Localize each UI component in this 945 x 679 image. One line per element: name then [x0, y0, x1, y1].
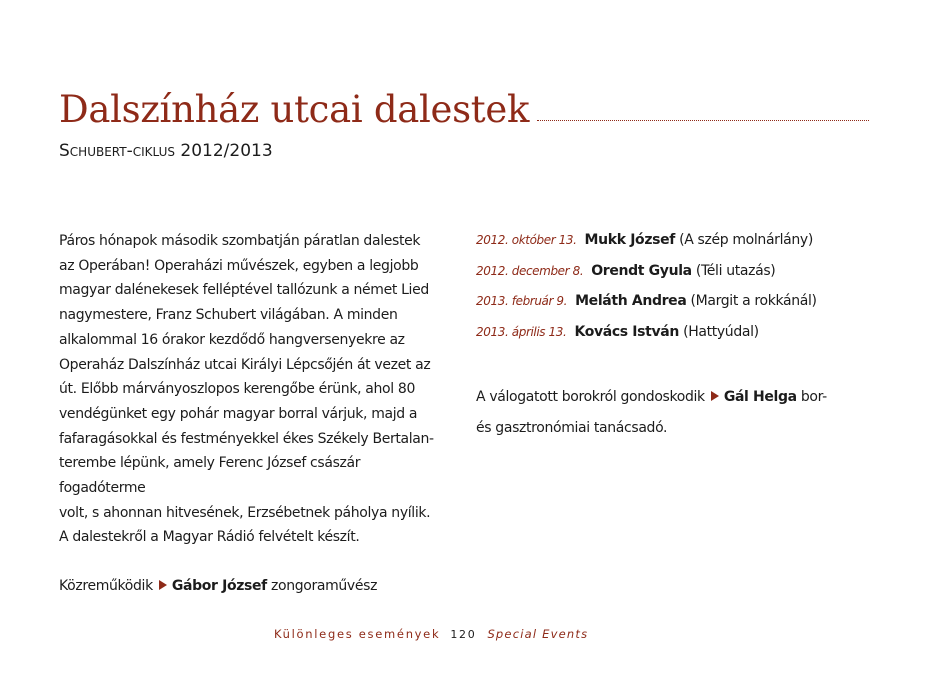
title-dotted-leader	[537, 120, 869, 121]
concert-date: 2013. április 13.	[476, 324, 567, 339]
concert-item	[476, 321, 876, 352]
wine-prefix: A válogatott borokról gondoskodik	[476, 389, 705, 406]
footer-section-hu: Különleges események	[274, 627, 441, 641]
concert-program: (Hattyúdal)	[683, 323, 759, 340]
arrow-right-icon	[159, 580, 167, 590]
concert-performer: Orendt Gyula	[591, 262, 692, 279]
arrow-right-icon	[711, 391, 719, 401]
concert-program: (Margit a rokkánál)	[690, 293, 817, 310]
concert-date: 2012. október 13.	[476, 233, 577, 247]
wine-suffix: bor- és gasztronómiai tanácsadó.	[476, 389, 827, 437]
concert-performer: Mukk József	[584, 232, 675, 248]
description-text: Páros hónapok második szombatján páratlan dalestek az Operában! Operaházi művészek, egyben a legjobb magyar dalénekesek felléptével tallózunk a német Lied nagymestere, Franz Schubert világában. A minden alkalommal 16 órakor kezdődő hangversenyekre az Operaház Dalszínház utcai Királyi Lépcsőjén át vezet az út. Előbb márványoszlopos kerengőbe érünk, ahol 80 vendégünket egy pohár magyar borral várjuk, majd a fafaragásokkal és festményekkel ékes Székely Bertalan- terembe lépünk, amely Ferenc József császár fogadóterme volt, s ahonnan hitvesének, Erzsébetnek páholya nyílik. A dalestekről a Magyar Rádió felvételt készít.	[59, 233, 434, 546]
description-column	[59, 229, 449, 599]
page-title: Dalszínház utcai dalestek	[59, 88, 530, 131]
concert-item	[476, 290, 876, 321]
page-subtitle: Schubert-ciklus 2012/2013	[59, 141, 273, 161]
schedule-column	[476, 229, 876, 444]
concert-performer: Meláth Andrea	[575, 293, 687, 310]
credit-line	[59, 574, 449, 599]
concert-date: 2012. december 8.	[476, 263, 584, 278]
title-row	[59, 78, 869, 131]
credit-label: Közreműködik	[59, 578, 153, 595]
wine-note	[476, 382, 876, 444]
footer-section-en: Special Events	[487, 627, 589, 641]
page-footer	[274, 627, 588, 641]
concert-item	[476, 229, 876, 260]
concert-program: (A szép molnárlány)	[679, 232, 813, 248]
concert-performer: Kovács István	[574, 323, 679, 340]
credit-role: zongoraművész	[271, 578, 378, 595]
page-number: 120	[450, 628, 477, 641]
concert-program: (Téli utazás)	[695, 262, 776, 279]
credit-name: Gábor József	[171, 578, 267, 595]
concert-item	[476, 260, 876, 291]
wine-name: Gál Helga	[723, 389, 797, 406]
concert-date: 2013. február 9.	[476, 294, 568, 309]
